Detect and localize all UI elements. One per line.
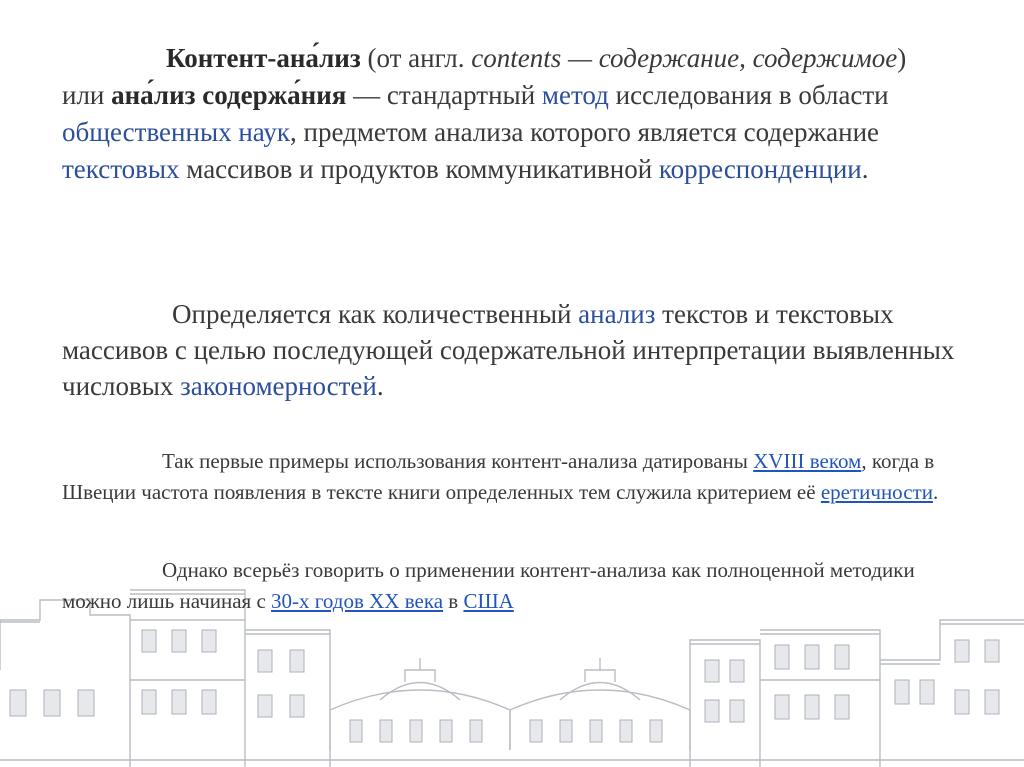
text: . — [376, 371, 384, 401]
usa-paragraph — [62, 555, 972, 617]
link-text[interactable]: текстовых — [62, 154, 180, 184]
text: . — [932, 480, 939, 504]
term-translation: contents — содержание, содержимое — [471, 43, 898, 73]
link-18th-century[interactable]: XVIII веком — [753, 449, 862, 473]
text: в — [443, 589, 464, 613]
term-analysis-of-content: ана́лиз содержа́ния — [111, 80, 347, 110]
quantitative-paragraph — [62, 296, 962, 404]
text: текстов и текстовых массивов с целью последующей содержательной интерпретации выявленных числовых — [62, 299, 955, 401]
text: ) или — [62, 43, 907, 110]
text: (от англ. — [360, 43, 472, 73]
link-method[interactable]: метод — [541, 80, 609, 110]
text: , когда в Швеции частота появления в тексте книги определенных тем служила критерием её — [62, 449, 935, 504]
link-usa[interactable]: США — [463, 589, 514, 613]
link-heresy[interactable]: еретичности — [820, 480, 933, 504]
link-1930s[interactable]: 30-х годов XX века — [271, 589, 444, 613]
text: исследования в области — [608, 80, 889, 110]
term-content-analysis: Контент-ана́лиз — [166, 43, 361, 73]
history-paragraph — [62, 446, 962, 508]
text: . — [861, 154, 869, 184]
definition-paragraph — [62, 40, 942, 188]
text: — стандартный — [346, 80, 542, 110]
link-social-sciences[interactable]: общественных наук — [62, 117, 291, 147]
text: , предметом анализа которого является содержание — [290, 117, 880, 147]
link-regularities[interactable]: закономерностей — [180, 371, 377, 401]
text: Так первые примеры использования контент-анализа датированы — [162, 449, 754, 473]
text: Определяется как количественный — [172, 299, 579, 329]
text: Однако всерьёз говорить о применении контент-анализа как полноценной методики можно лишь начиная с — [62, 558, 915, 613]
link-correspondence[interactable]: корреспонденции — [658, 154, 862, 184]
text: массивов и продуктов коммуникативной — [179, 154, 659, 184]
link-analysis[interactable]: анализ — [578, 299, 656, 329]
